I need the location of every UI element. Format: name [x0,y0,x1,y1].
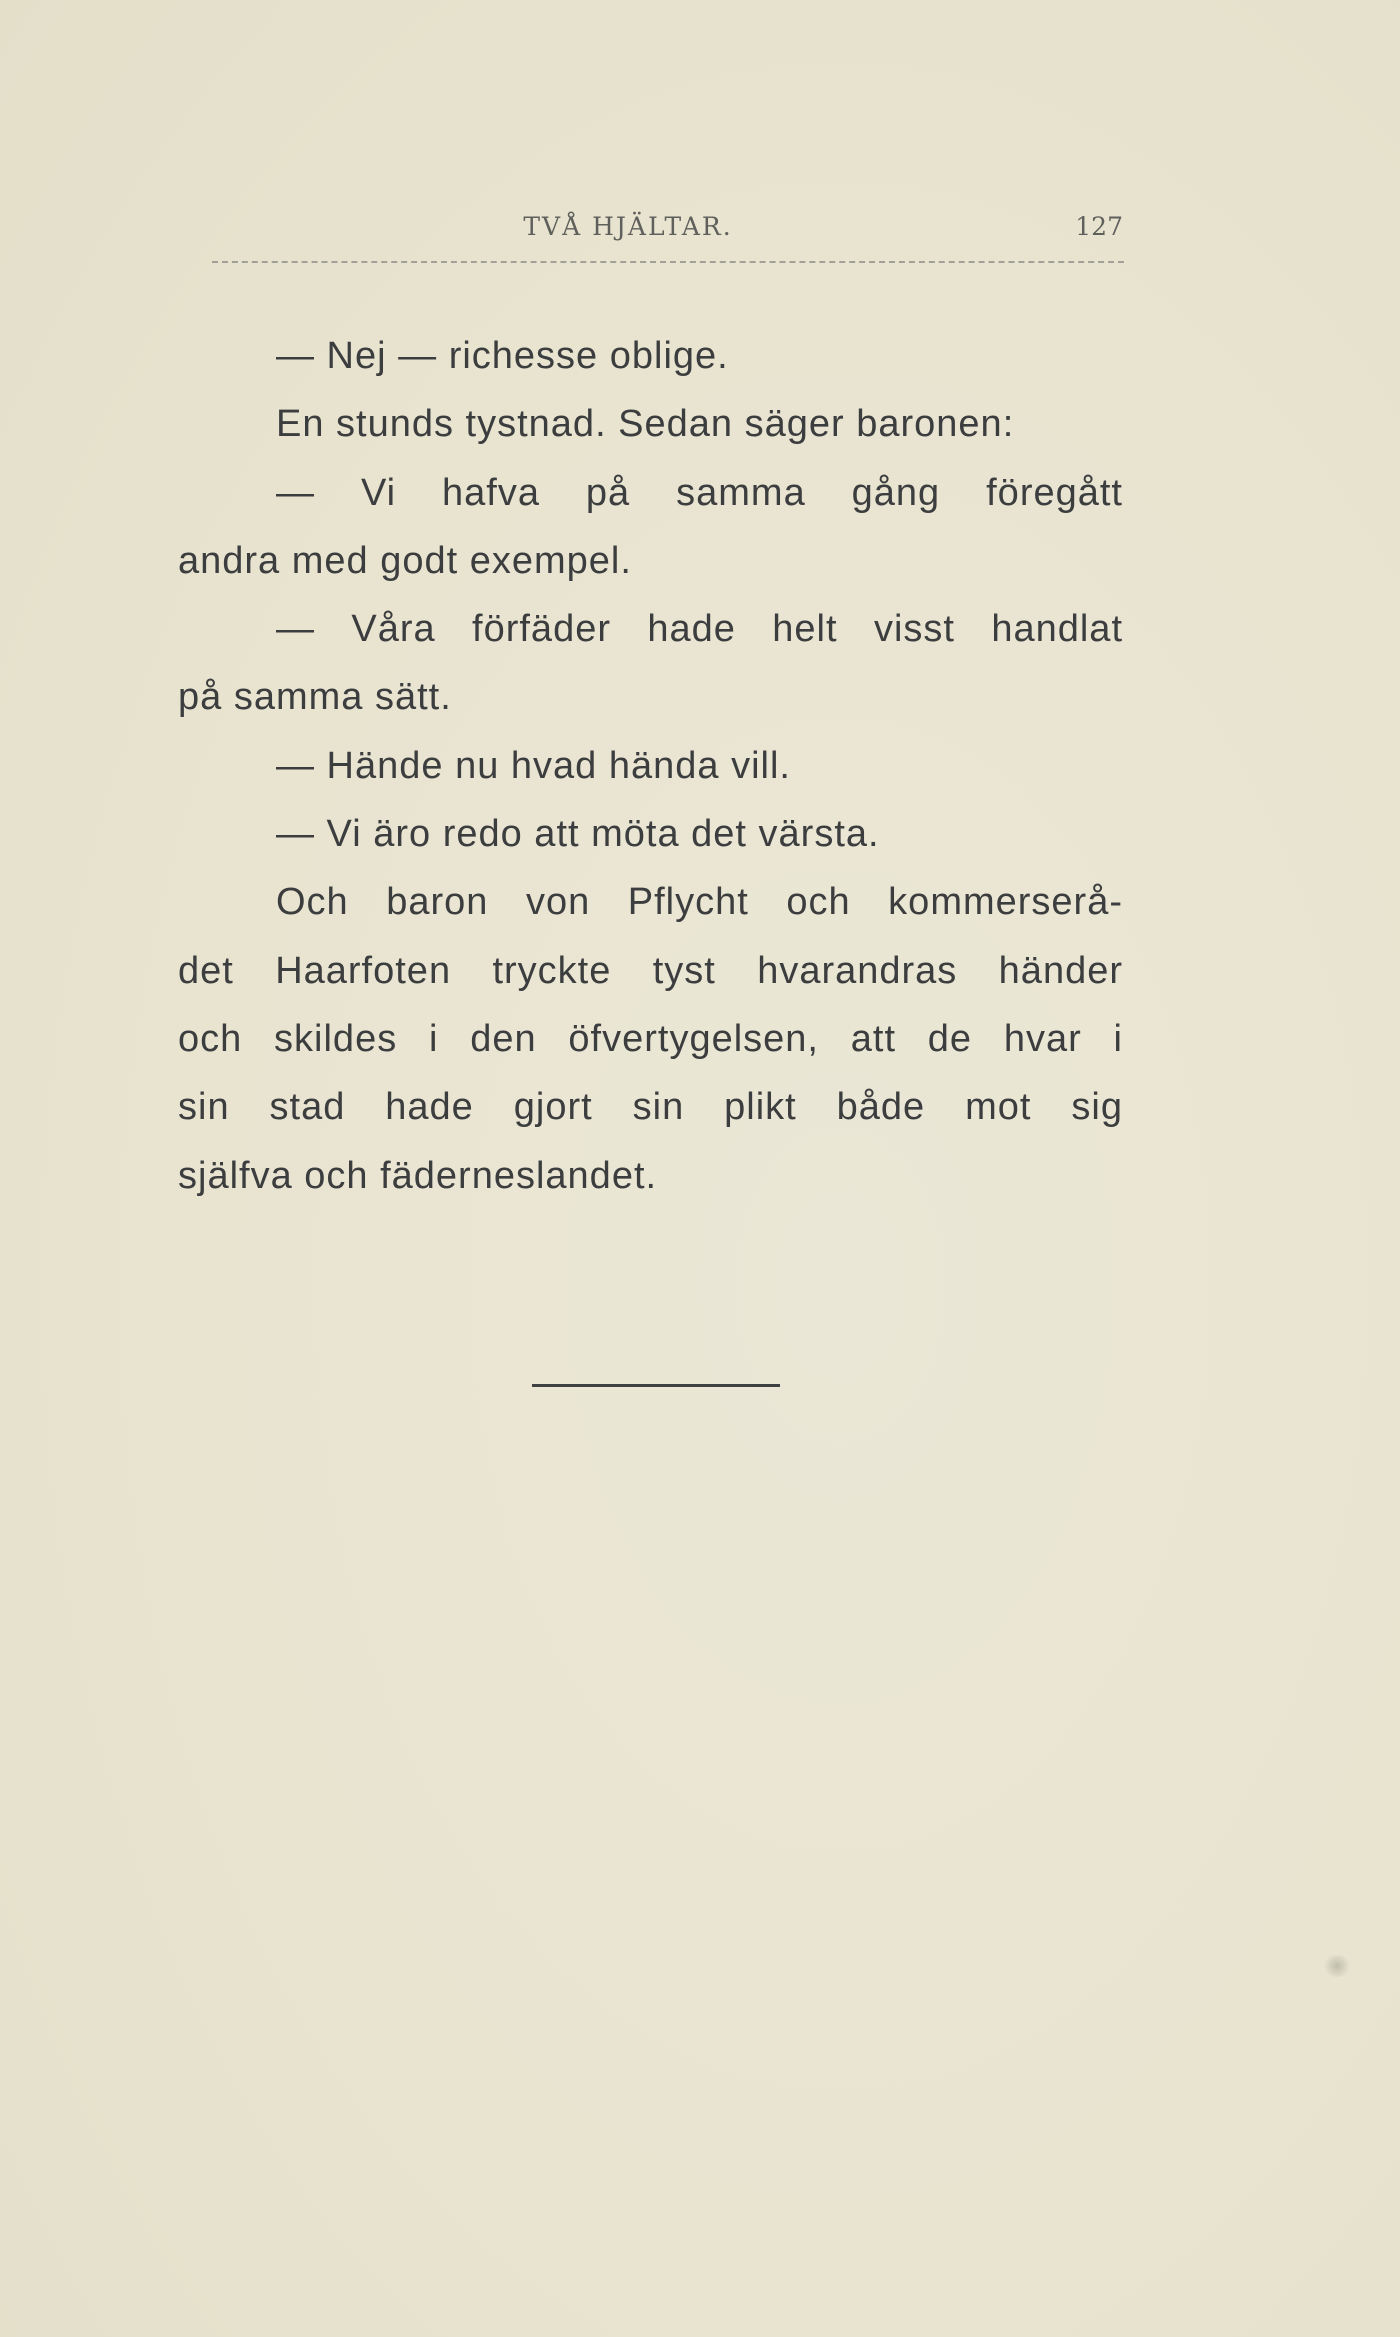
text-line: — Nej — richesse oblige. [276,335,729,377]
text-line: på samma sätt. [178,676,452,719]
body-text [178,322,1123,1210]
paper-smudge [1322,1955,1352,1977]
page-number: 127 [1075,212,1123,241]
text-line: En stunds tystnad. Sedan säger baronen: [276,403,1015,446]
text-line: andra med godt exempel. [178,539,632,582]
text-line: — Vi äro redo att möta det värsta. [276,813,880,856]
header-rule [212,261,1124,263]
text-line: — Hände nu hvad hända vill. [276,744,791,787]
text-line: Och baron von Pflycht och kommerserå- [276,881,1123,924]
text-line: — Våra förfäder hade helt visst handlat [276,608,1123,651]
text-line: sin stad hade gjort sin plikt både mot sig [178,1086,1123,1129]
text-line: det Haarfoten tryckte tyst hvarandras händer [178,949,1123,992]
text-line: och skildes i den öfvertygelsen, att de hvar i [178,1017,1123,1060]
section-end-rule [532,1384,780,1387]
running-head [178,208,1123,248]
text-line: själfva och fäderneslandet. [178,1154,658,1197]
running-title: TVÅ HJÄLTAR. [523,212,733,241]
text-line: — Vi hafva på samma gång föregått [276,471,1123,514]
